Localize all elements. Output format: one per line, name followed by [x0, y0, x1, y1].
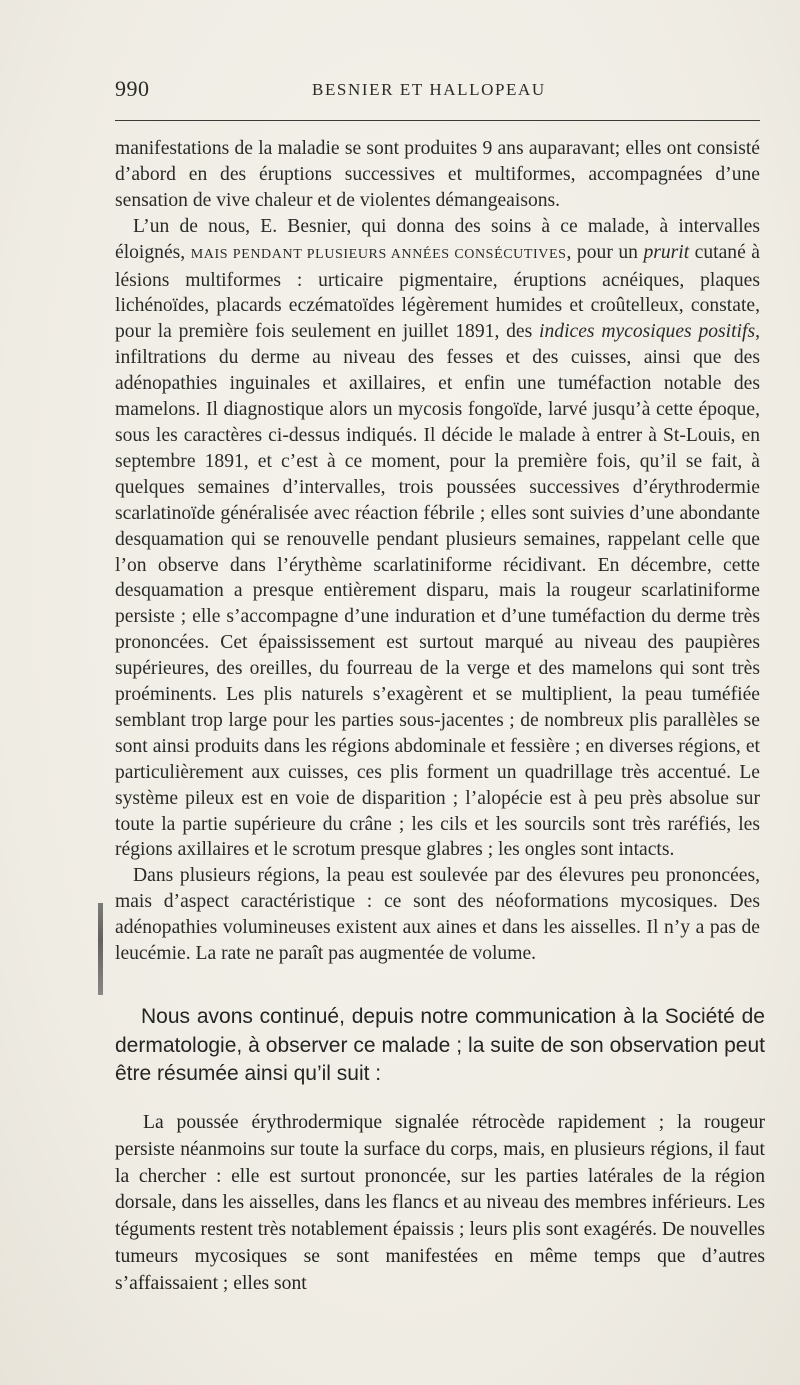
- paragraph-2-part-c: cutané à lésions multiformes : urticaire pigmentaire, éruptions acnéiques, plaques lichénoïdes, placards eczématoïdes légèrement humides et croûtelleux, constate, pour la première fois seulement en juillet 1891, des: [115, 241, 760, 343]
- indices-mycosiques-term: indices mycosiques positifs: [539, 321, 756, 343]
- paragraph-3: Dans plusieurs régions, la peau est soulevée par des élevures peu prononcées, mais d’aspect caractéristique : ce sont des néoformations mycosiques. Des adénopathies volumineuses existent aux aines et dans les aisselles. Il n’y a pas de leucémie. La rate ne paraît pas augmentée de volume.: [115, 865, 760, 965]
- addendum-intro: Nous avons continué, depuis notre communication à la Société de dermatologie, à observer ce malade ; la suite de son observation peut être résumée ainsi qu’il suit :: [115, 1005, 765, 1085]
- page-number: 990: [115, 76, 150, 101]
- paragraph-2-smallcaps: MAIS PENDANT PLUSIEURS ANNÉES CONSÉCUTIVES: [190, 246, 567, 262]
- paragraph-2-part-a: L’un de nous, E. Besnier, qui donna des soins à ce malade, à intervalles éloignés,: [115, 215, 760, 263]
- prurit-term: prurit: [643, 241, 690, 263]
- main-text: [115, 136, 760, 967]
- page-header: [115, 76, 760, 106]
- margin-mark: [98, 903, 103, 995]
- running-title: BESNIER ET HALLOPEAU: [312, 80, 546, 99]
- paragraph-2-part-b: , pour un: [566, 241, 644, 263]
- paragraph-1: manifestations de la maladie se sont produites 9 ans auparavant; elles ont consisté d’abord en des éruptions successives et multiformes, accompagnées d’une sensation de vive chaleur et de violentes démangeaisons.: [115, 138, 760, 211]
- paragraph-2: [115, 214, 760, 864]
- header-rule: [115, 120, 760, 121]
- addendum-text: La poussée érythrodermique signalée rétrocède rapidement ; la rougeur persiste néanmoins sur toute la surface du corps, mais, en plusieurs régions, il faut la chercher : elle est surtout prononcée, sur les parties latérales de la région dorsale, dans les aisselles, dans les flancs et au niveau des membres inférieurs. Les téguments restent très notablement épaissis ; leurs plis sont exagérés. De nouvelles tumeurs mycosiques se sont manifestées en même temps que d’autres s’affaissaient ; elles sont: [115, 1112, 765, 1294]
- paragraph-2-part-d: , infiltrations du derme au niveau des fesses et des cuisses, ainsi que des adénopathies inguinales et axillaires, et enfin une tuméfaction notable des mamelons. Il diagnostique alors un mycosis fongoïde, larvé jusqu’à cette époque, sous les caractères ci-dessus indiqués. Il décide le malade à entrer à St-Louis, en septembre 1891, et c’est à ce moment, pour la première fois, qu’il se fait, à quelques semaines d’intervalles, trois poussées successives d’érythrodermie scarlatinoïde généralisée avec réaction fébrile ; elles sont suivies d’une abondante desquamation qui se renouvelle pendant plusieurs semaines, rappelant celle que l’on observe dans l’érythème scarlatiniforme récidivant. En décembre, cette desquamation a presque entièrement disparu, mais la rougeur scarlatiniforme persiste ; elle s’accompagne d’une induration et d’une tuméfaction du derme très prononcées. Cet épaississement est surtout marqué au niveau des paupières supérieures, des oreilles, du fourreau de la verge et des mamelons qui sont très proéminents. Les plis naturels s’exagèrent et se multiplient, la peau tuméfiée semblant trop large pour les parties sous-jacentes ; de nombreux plis parallèles se sont ainsi produits dans les régions abdominale et fessière ; en diverses régions, et particulièrement aux cuisses, ces plis forment un quadrillage très accentué. Le système pileux est en voie de disparition ; l’alopécie est à peu près absolue sur toute la partie supérieure du crâne ; les cils et les sourcils sont très raréfiés, les régions axillaires et le scrotum presque glabres ; les ongles sont intacts.: [115, 321, 760, 861]
